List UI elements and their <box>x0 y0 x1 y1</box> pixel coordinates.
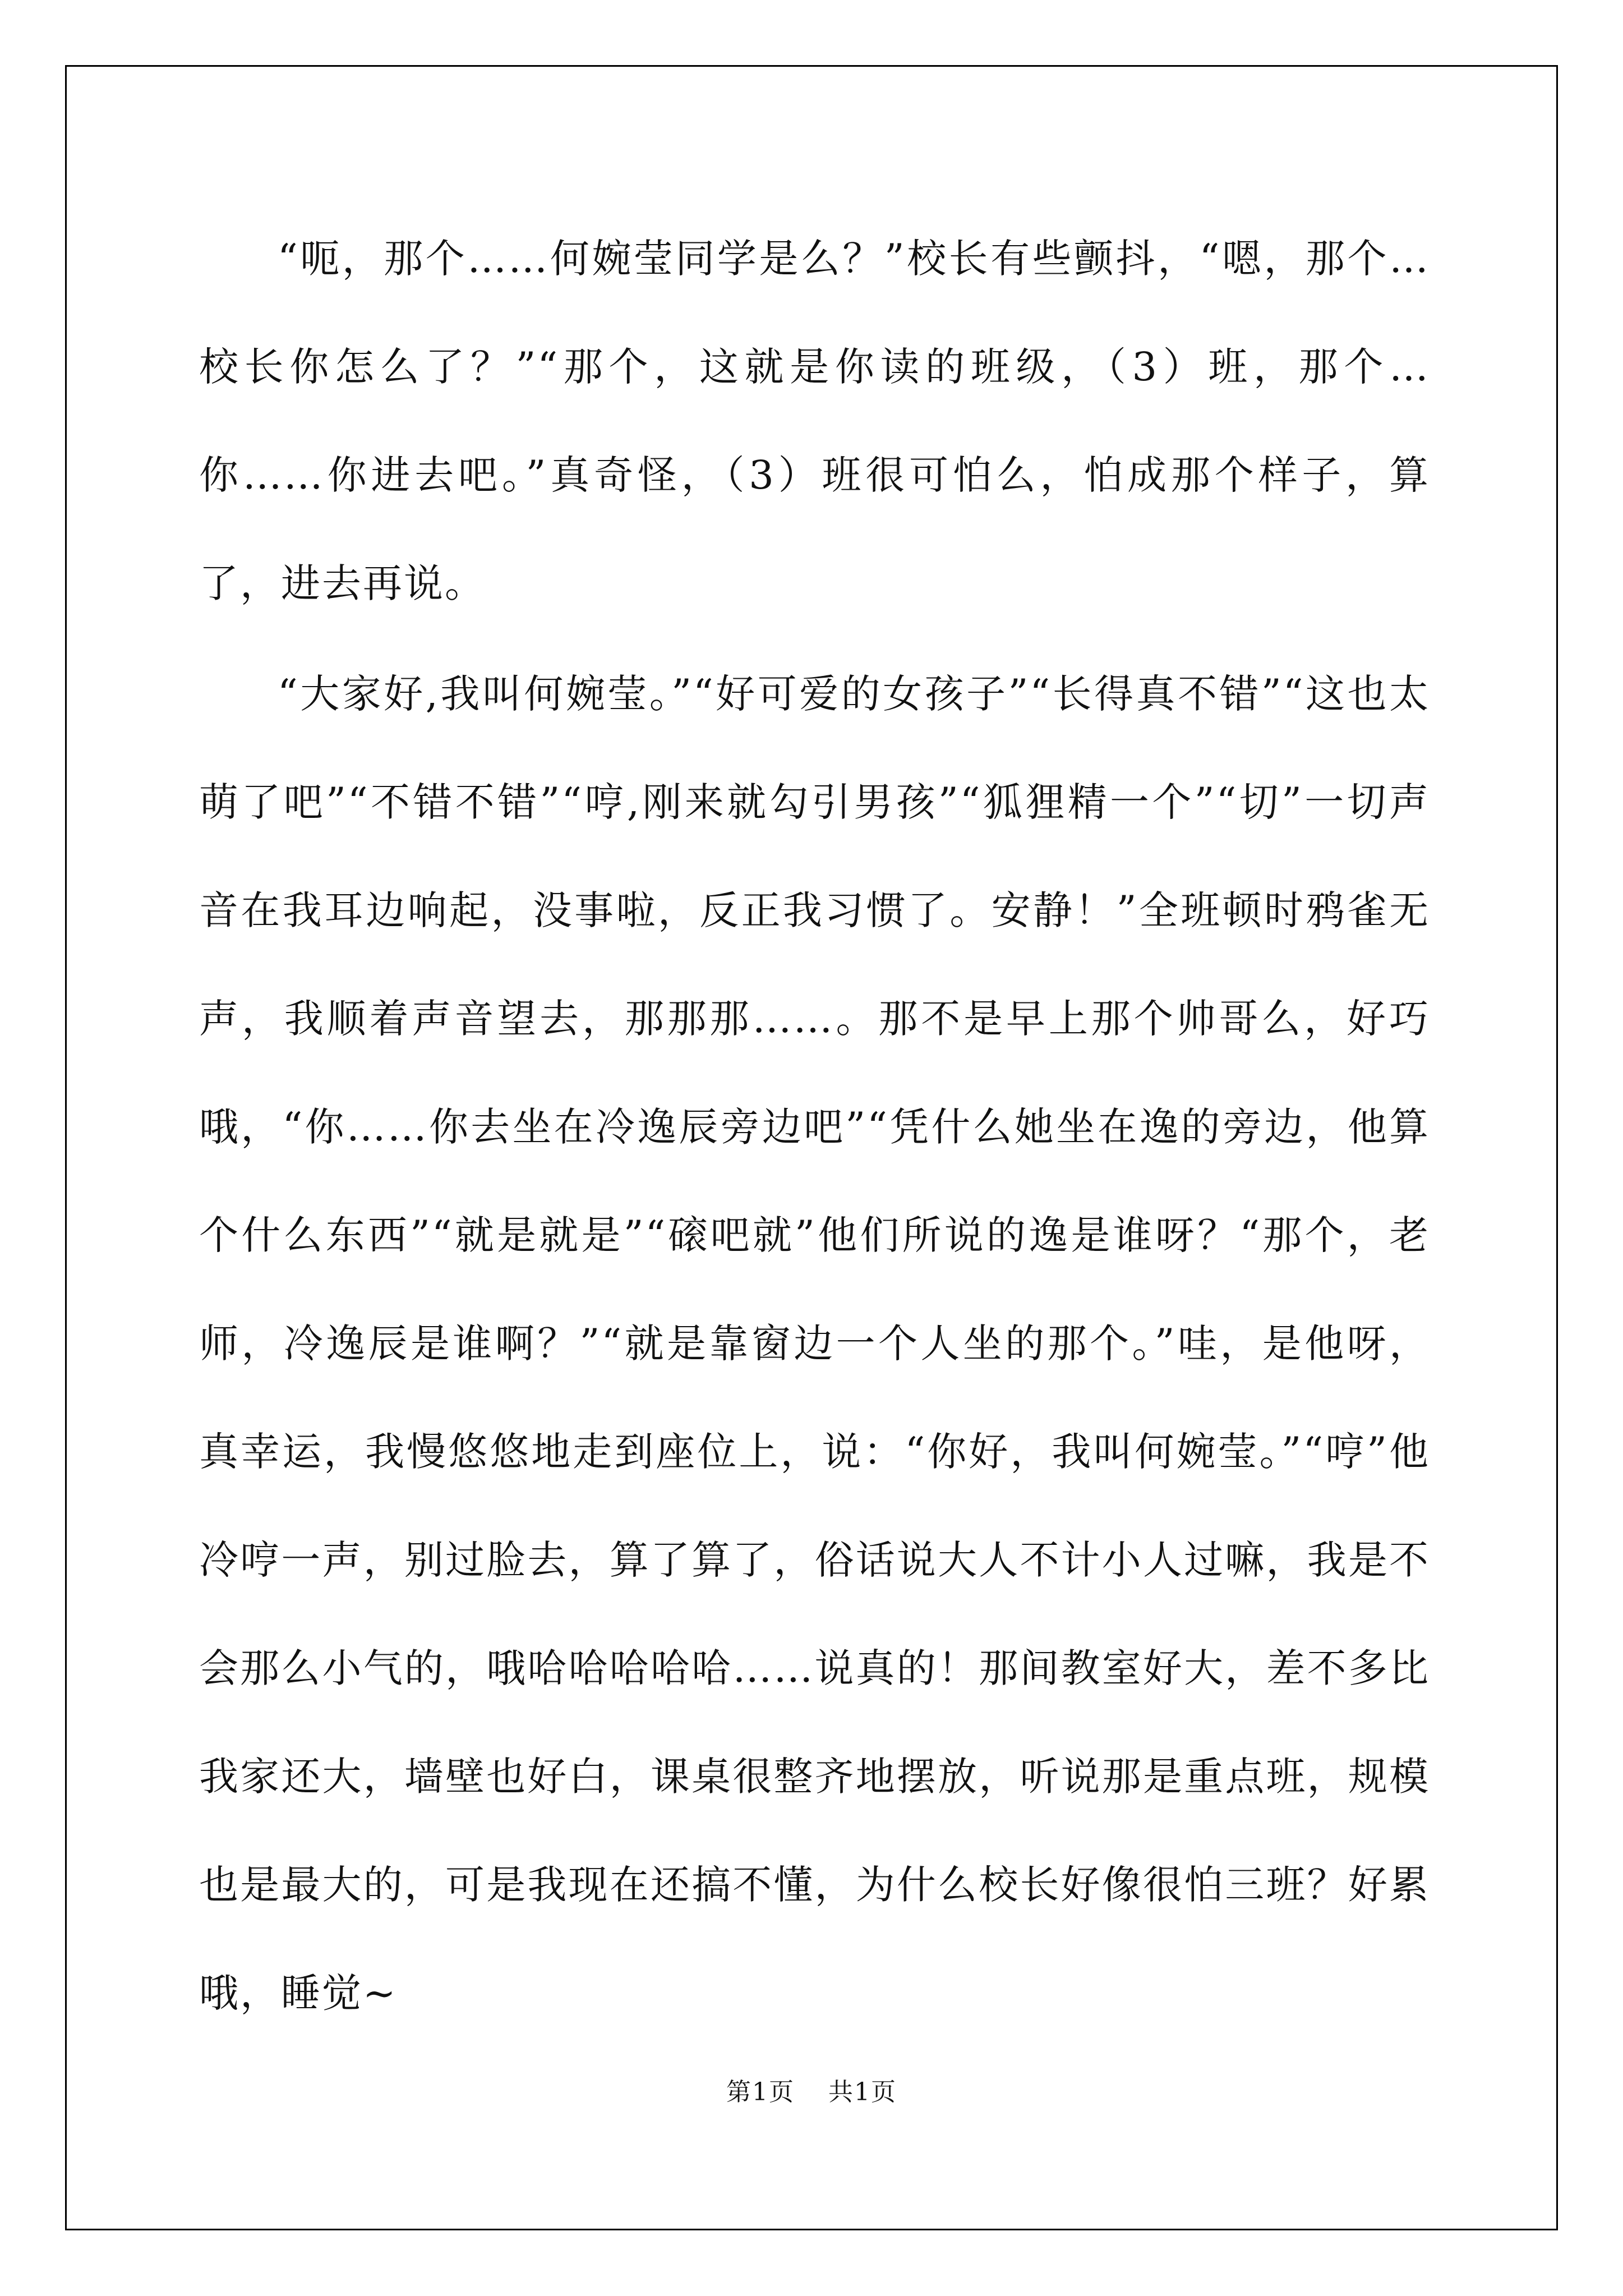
page-footer <box>0 2076 1623 2109</box>
page-number-current: 第1页 <box>726 2078 795 2106</box>
paragraph-2: “大家好,我叫何婉莹。”“好可爱的女孩子”“长得真不错”“这也太萌了吧”“不错不错”“哼,刚来就勾引男孩”“狐狸精一个”“切”一切声音在我耳边响起，没事啦，反正我习惯了。安静！”全班顿时鸦雀无声，我顺着声音望去，那那那……。那不是早上那个帅哥么，好巧哦，“你……你去坐在冷逸辰旁边吧”“凭什么她坐在逸的旁边，他算个什么东西”“就是就是”“磙吧就”他们所说的逸是谁呀？“那个，老师，冷逸辰是谁啊？”“就是靠窗边一个人坐的那个。”哇，是他呀，真幸运，我慢悠悠地走到座位上，说：“你好，我叫何婉莹。”“哼”他冷哼一声，别过脸去，算了算了，俗话说大人不计小人过嘛，我是不会那么小气的，哦哈哈哈哈哈……说真的！那间教室好大，差不多比我家还大，墙壁也好白，课桌很整齐地摆放，听说那是重点班，规模也是最大的，可是我现在还搞不懂，为什么校长好像很怕三班？好累哦，睡觉~ <box>199 671 1430 2016</box>
page-number-total: 共1页 <box>828 2078 897 2106</box>
document-body <box>199 205 1430 2047</box>
paragraph-1: “呃，那个……何婉莹同学是么？”校长有些颤抖，“嗯，那个…校长你怎么了？”“那个，这就是你读的班级，（3）班，那个…你……你进去吧。”真奇怪，（3）班很可怕么，怕成那个样子，算了，进去再说。 <box>199 236 1430 606</box>
